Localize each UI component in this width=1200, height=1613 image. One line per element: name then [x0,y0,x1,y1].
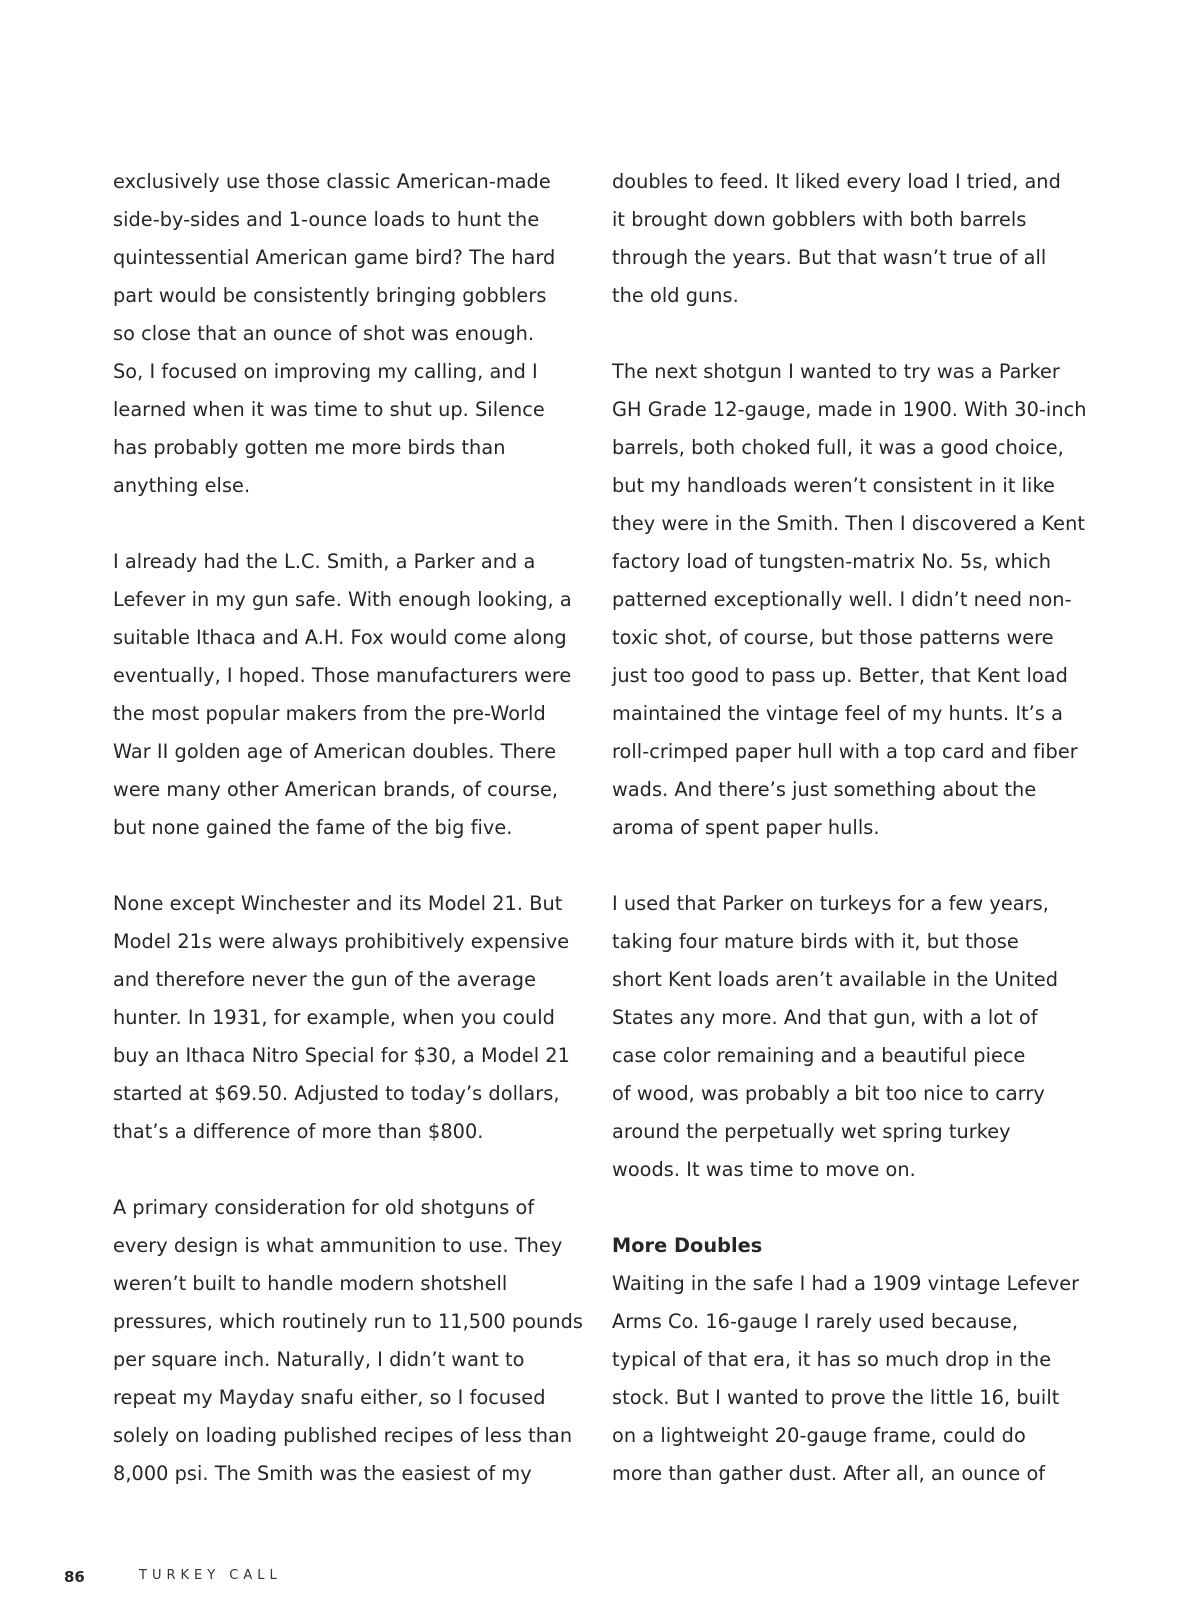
paragraph-gap [612,847,1082,885]
text-line: case color remaining and a beautiful piece [612,1044,1026,1067]
magazine-name: TURKEY CALL [139,1568,282,1583]
text-line: I already had the L.C. Smith, a Parker and a [113,550,536,573]
paragraph-gap [113,1151,583,1189]
text-line: None except Winchester and its Model 21. But [113,892,563,915]
text-line: anything else. [113,474,251,497]
text-line: weren’t built to handle modern shotshell [113,1272,508,1295]
text-line: just too good to pass up. Better, that Kent load [612,664,1068,687]
text-line: wads. And there’s just something about the [612,778,1037,801]
paragraph-gap [612,315,1082,353]
text-line: War II golden age of American doubles. There [113,740,557,763]
text-line: buy an Ithaca Nitro Special for $30, a Model 21 [113,1044,570,1067]
text-line: eventually, I hoped. Those manufacturers were [113,664,572,687]
text-line: they were in the Smith. Then I discovered a Kent [612,512,1085,535]
paragraph-gap [113,505,583,543]
section-heading: More Doubles [612,1234,763,1257]
text-line: toxic shot, of course, but those patterns were [612,626,1054,649]
text-line: were many other American brands, of course, [113,778,559,801]
text-line: around the perpetually wet spring turkey [612,1120,1011,1143]
text-line: repeat my Mayday snafu either, so I focused [113,1386,546,1409]
text-line: So, I focused on improving my calling, and I [113,360,538,383]
text-line: it brought down gobblers with both barrels [612,208,1027,231]
text-line: the most popular makers from the pre-World [113,702,546,725]
text-line: but my handloads weren’t consistent in it like [612,474,1055,497]
text-line: Waiting in the safe I had a 1909 vintage Lefever [612,1272,1080,1295]
text-line: started at $69.50. Adjusted to today’s dollars, [113,1082,560,1105]
left-column [113,163,583,1493]
text-line: suitable Ithaca and A.H. Fox would come along [113,626,567,649]
text-line: part would be consistently bringing gobblers [113,284,547,307]
text-line: every design is what ammunition to use. They [113,1234,563,1257]
text-line: 8,000 psi. The Smith was the easiest of my [113,1462,532,1485]
text-line: but none gained the fame of the big five. [113,816,513,839]
text-line: on a lightweight 20-gauge frame, could do [612,1424,1026,1447]
text-line: States any more. And that gun, with a lot of [612,1006,1038,1029]
text-line: aroma of spent paper hulls. [612,816,880,839]
paragraph-gap [612,1189,1082,1227]
text-line: more than gather dust. After all, an ounce of [612,1462,1046,1485]
text-line: has probably gotten me more birds than [113,436,506,459]
text-line: typical of that era, it has so much drop in the [612,1348,1052,1371]
text-line: of wood, was probably a bit too nice to carry [612,1082,1045,1105]
text-line: stock. But I wanted to prove the little 16, built [612,1386,1060,1409]
text-line: solely on loading published recipes of less than [113,1424,573,1447]
page-number: 86 [64,1568,85,1586]
text-line: the old guns. [612,284,739,307]
text-line: and therefore never the gun of the average [113,968,537,991]
text-line: that’s a difference of more than $800. [113,1120,484,1143]
text-line: learned when it was time to shut up. Silence [113,398,545,421]
text-line: pressures, which routinely run to 11,500 pounds [113,1310,583,1333]
text-line: Lefever in my gun safe. With enough looking, a [113,588,572,611]
text-line: through the years. But that wasn’t true of all [612,246,1047,269]
text-line: Arms Co. 16-gauge I rarely used because, [612,1310,1019,1333]
text-line: maintained the vintage feel of my hunts. It’s a [612,702,1063,725]
text-line: so close that an ounce of shot was enough. [113,322,535,345]
paragraph-gap [113,847,583,885]
text-line: Model 21s were always prohibitively expensive [113,930,570,953]
text-line: short Kent loads aren’t available in the United [612,968,1059,991]
text-line: patterned exceptionally well. I didn’t need non- [612,588,1072,611]
text-line: barrels, both choked full, it was a good choice, [612,436,1064,459]
text-line: side-by-sides and 1-ounce loads to hunt the [113,208,540,231]
text-line: exclusively use those classic American-made [113,170,551,193]
text-line: woods. It was time to move on. [612,1158,916,1181]
text-line: doubles to feed. It liked every load I tried, and [612,170,1061,193]
text-line: quintessential American game bird? The hard [113,246,556,269]
text-line: roll-crimped paper hull with a top card and fiber [612,740,1078,763]
text-line: hunter. In 1931, for example, when you could [113,1006,555,1029]
text-line: GH Grade 12-gauge, made in 1900. With 30-inch [612,398,1087,421]
text-line: factory load of tungsten-matrix No. 5s, which [612,550,1052,573]
text-line: taking four mature birds with it, but those [612,930,1019,953]
text-line: per square inch. Naturally, I didn’t want to [113,1348,525,1371]
right-column [612,163,1087,1493]
text-line: A primary consideration for old shotguns of [113,1196,535,1219]
text-line: The next shotgun I wanted to try was a Parker [612,360,1060,383]
text-line: I used that Parker on turkeys for a few years, [612,892,1049,915]
